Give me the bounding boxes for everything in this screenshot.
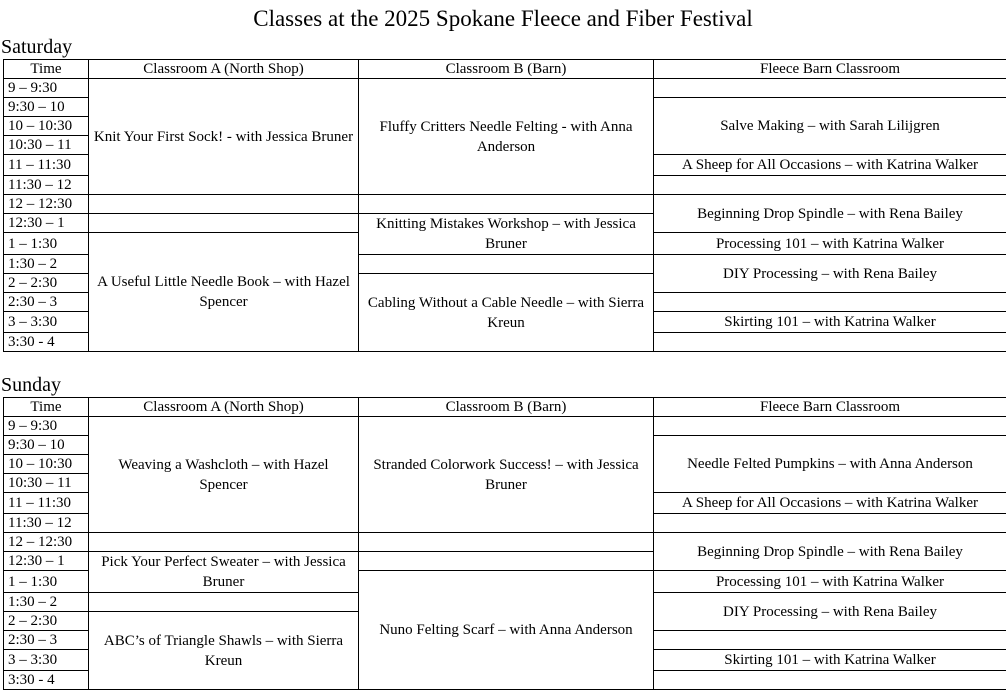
time-cell: 2 – 2:30 [4,612,89,631]
header-fleece-barn: Fleece Barn Classroom [654,60,1006,79]
time-cell: 10:30 – 11 [4,474,89,493]
empty-cell [359,255,654,274]
class-cell: Processing 101 – with Katrina Walker [654,571,1006,593]
class-cell: Knit Your First Sock! - with Jessica Bruner [89,79,359,195]
class-cell: Pick Your Perfect Sweater – with Jessica Bruner [89,552,359,593]
header-classroom-b: Classroom B (Barn) [359,398,654,417]
time-cell: 1:30 – 2 [4,255,89,274]
empty-cell [359,552,654,571]
empty-cell [89,593,359,612]
class-cell: A Sheep for All Occasions – with Katrina Walker [654,493,1006,514]
time-cell: 9:30 – 10 [4,98,89,117]
class-cell: Beginning Drop Spindle – with Rena Bailey [654,195,1006,233]
time-cell: 10 – 10:30 [4,455,89,474]
time-cell: 12:30 – 1 [4,552,89,571]
time-cell: 10:30 – 11 [4,136,89,155]
time-cell: 11 – 11:30 [4,155,89,176]
header-row [4,60,1006,79]
time-cell: 11:30 – 12 [4,176,89,195]
header-classroom-a: Classroom A (North Shop) [89,398,359,417]
time-cell: 2:30 – 3 [4,293,89,312]
time-slot-row [4,417,1006,436]
empty-cell [89,533,359,552]
empty-cell [654,293,1006,312]
header-fleece-barn: Fleece Barn Classroom [654,398,1006,417]
class-cell: Needle Felted Pumpkins – with Anna Anderson [654,436,1006,493]
time-cell: 9 – 9:30 [4,79,89,98]
time-cell: 11:30 – 12 [4,514,89,533]
time-cell: 12 – 12:30 [4,533,89,552]
sunday-schedule-table [3,397,1006,690]
saturday-schedule-table [3,59,1006,352]
time-cell: 1 – 1:30 [4,233,89,255]
class-cell: A Sheep for All Occasions – with Katrina Walker [654,155,1006,176]
empty-cell [89,195,359,214]
class-cell: Skirting 101 – with Katrina Walker [654,312,1006,333]
header-classroom-b: Classroom B (Barn) [359,60,654,79]
time-slot-row [4,195,1006,214]
time-cell: 3:30 - 4 [4,671,89,690]
time-slot-row [4,79,1006,98]
class-cell: DIY Processing – with Rena Bailey [654,255,1006,293]
header-time: Time [4,60,89,79]
empty-cell [359,195,654,214]
time-cell: 3 – 3:30 [4,650,89,671]
time-cell: 1:30 – 2 [4,593,89,612]
class-cell: Fluffy Critters Needle Felting - with Anna Anderson [359,79,654,195]
time-slot-row [4,533,1006,552]
header-row [4,398,1006,417]
time-cell: 12:30 – 1 [4,214,89,233]
class-cell: Stranded Colorwork Success! – with Jessica Bruner [359,417,654,533]
time-cell: 12 – 12:30 [4,195,89,214]
empty-cell [654,631,1006,650]
time-cell: 1 – 1:30 [4,571,89,593]
class-cell: Knitting Mistakes Workshop – with Jessica Bruner [359,214,654,255]
empty-cell [654,333,1006,352]
class-cell: Weaving a Washcloth – with Hazel Spencer [89,417,359,533]
class-cell: Nuno Felting Scarf – with Anna Anderson [359,571,654,690]
empty-cell [359,533,654,552]
class-cell: ABC’s of Triangle Shawls – with Sierra Kreun [89,612,359,690]
header-classroom-a: Classroom A (North Shop) [89,60,359,79]
empty-cell [654,79,1006,98]
time-cell: 2 – 2:30 [4,274,89,293]
empty-cell [654,176,1006,195]
class-cell: Skirting 101 – with Katrina Walker [654,650,1006,671]
empty-cell [654,671,1006,690]
time-cell: 11 – 11:30 [4,493,89,514]
sunday-heading: Sunday [1,374,61,396]
empty-cell [654,514,1006,533]
empty-cell [654,417,1006,436]
time-cell: 2:30 – 3 [4,631,89,650]
header-time: Time [4,398,89,417]
saturday-heading: Saturday [1,36,73,58]
time-cell: 9 – 9:30 [4,417,89,436]
class-cell: Cabling Without a Cable Needle – with Sierra Kreun [359,274,654,352]
time-cell: 9:30 – 10 [4,436,89,455]
class-cell: DIY Processing – with Rena Bailey [654,593,1006,631]
time-cell: 3 – 3:30 [4,312,89,333]
page-title: Classes at the 2025 Spokane Fleece and Fiber Festival [253,6,753,31]
time-cell: 3:30 - 4 [4,333,89,352]
class-cell: Beginning Drop Spindle – with Rena Bailey [654,533,1006,571]
class-cell: Salve Making – with Sarah Lilijgren [654,98,1006,155]
class-cell: A Useful Little Needle Book – with Hazel Spencer [89,233,359,352]
empty-cell [89,214,359,233]
class-cell: Processing 101 – with Katrina Walker [654,233,1006,255]
time-cell: 10 – 10:30 [4,117,89,136]
